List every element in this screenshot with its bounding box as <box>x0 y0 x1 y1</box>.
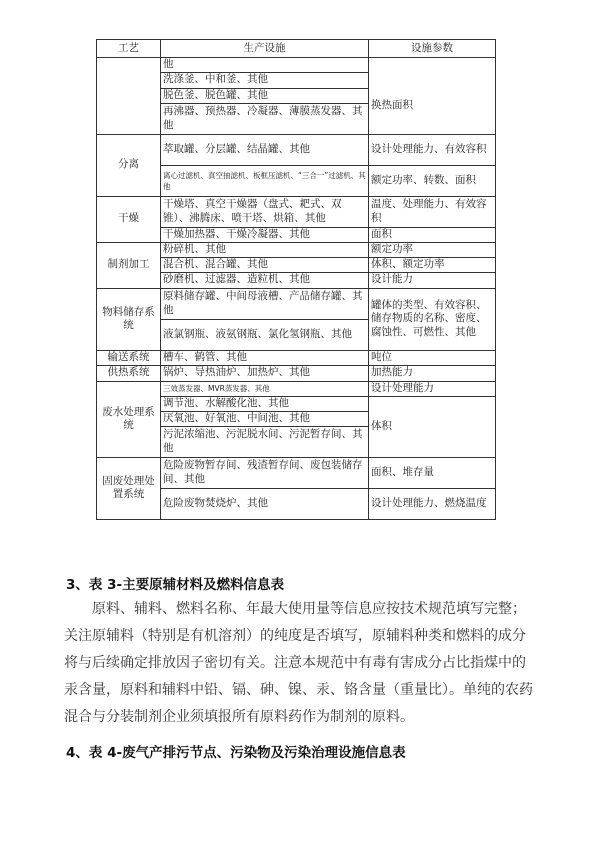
header-process: 工艺 <box>97 40 161 58</box>
facility-cell: 槽车、鹤管、其他 <box>161 350 369 365</box>
table-row <box>97 457 496 488</box>
process-cell: 干燥 <box>97 196 161 242</box>
parameter-cell: 面积、堆存量 <box>369 457 496 488</box>
facility-cell: 锅炉、导热油炉、加热炉、其他 <box>161 365 369 381</box>
parameter-cell: 换热面积 <box>369 58 496 135</box>
parameter-cell: 罐体的类型、有效容积、储存物质的名称、密度、腐蚀性、可燃性、其他 <box>369 288 496 350</box>
facility-cell: 干燥加热器、干燥冷凝器、其他 <box>161 227 369 242</box>
facility-cell: 混合机、混合罐、其他 <box>161 257 369 272</box>
process-cell: 制剂加工 <box>97 242 161 288</box>
process-cell: 废水处理系统 <box>97 381 161 457</box>
section-3-paragraph: 原料、辅料、燃料名称、年最大使用量等信息应按技术规范填写完整；关注原辅料（特别是有机溶剂）的纯度是否填写，原辅料种类和燃料的成分将与后续确定排放因子密切有关。注意本规范中有毒有害成分占比指煤中的汞含量，原料和辅料中铅、镉、砷、镍、汞、铬含量（重量比）。单纯的农药混合与分装制剂企业须填报所有原料药作为制剂的原料。 <box>64 601 533 725</box>
process-cell: 固废处理处置系统 <box>97 457 161 519</box>
parameter-cell: 面积 <box>369 227 496 242</box>
facility-cell: 液氯钢瓶、液氨钢瓶、氯化氢钢瓶、其他 <box>161 319 369 350</box>
facility-cell: 调节池、水解酸化池、其他 <box>161 396 369 411</box>
process-cell: 分离 <box>97 134 161 196</box>
table-row <box>97 58 496 73</box>
section-4-heading: 4、表 4-废气产排污节点、污染物及污染治理设施信息表 <box>66 745 406 761</box>
header-facility: 生产设施 <box>161 40 369 58</box>
facility-cell: 干燥塔、真空干燥器（盘式、耙式、双锥）、沸腾床、喷干塔、烘箱、其他 <box>161 196 369 227</box>
parameter-cell: 体积、额定功率 <box>369 257 496 272</box>
facility-cell: 他 <box>161 58 369 73</box>
parameter-cell: 温度、处理能力、有效容积 <box>369 196 496 227</box>
parameter-cell: 体积 <box>369 396 496 457</box>
parameter-cell: 加热能力 <box>369 365 496 381</box>
parameter-cell: 设计处理能力、燃烧温度 <box>369 488 496 519</box>
table-row <box>97 242 496 257</box>
table-row <box>97 381 496 396</box>
section-3-heading: 3、表 3-主要原辅材料及燃料信息表 <box>66 577 285 593</box>
process-cell: 输送系统 <box>97 350 161 365</box>
facility-cell: 离心过滤机、真空抽滤机、板框压滤机、“三合一”过滤机、其他 <box>161 165 369 196</box>
table-row <box>97 288 496 319</box>
table-row <box>97 134 496 165</box>
table-row <box>97 350 496 365</box>
facility-cell: 原料储存罐、中间母液槽、产品储存罐、其他 <box>161 288 369 319</box>
table-row <box>97 365 496 381</box>
facility-cell: 萃取罐、分层罐、结晶罐、其他 <box>161 134 369 165</box>
process-cell: 供热系统 <box>97 365 161 381</box>
facility-cell: 危险废物暂存间、残渣暂存间、废包装储存间、其他 <box>161 457 369 488</box>
parameter-cell: 设计处理能力 <box>369 381 496 396</box>
parameter-cell: 额定功率、转数、面积 <box>369 165 496 196</box>
facility-cell: 厌氧池、好氧池、中间池、其他 <box>161 411 369 426</box>
facility-cell: 危险废物焚烧炉、其他 <box>161 488 369 519</box>
process-cell: 物料储存系统 <box>97 288 161 350</box>
facility-cell: 砂磨机、过滤器、造粒机、其他 <box>161 272 369 288</box>
parameter-cell: 额定功率 <box>369 242 496 257</box>
facility-cell: 污泥浓缩池、污泥脱水间、污泥暂存间、其他 <box>161 426 369 457</box>
parameter-cell: 设计处理能力、有效容积 <box>369 134 496 165</box>
table-row <box>97 196 496 227</box>
facility-parameter-table <box>96 39 496 520</box>
facility-cell: 再沸器、预热器、冷凝器、薄膜蒸发器、其他 <box>161 103 369 134</box>
facility-cell: 洗涤釜、中和釜、其他 <box>161 72 369 88</box>
header-parameter: 设施参数 <box>369 40 496 58</box>
facility-cell: 粉碎机、其他 <box>161 242 369 257</box>
parameter-cell: 设计能力 <box>369 272 496 288</box>
table-header-row <box>97 40 496 58</box>
facility-cell: 脱色釜、脱色罐、其他 <box>161 88 369 103</box>
parameter-cell: 吨位 <box>369 350 496 365</box>
facility-cell: 三效蒸发器、MVR蒸发器、其他 <box>161 381 369 396</box>
process-cell <box>97 58 161 135</box>
